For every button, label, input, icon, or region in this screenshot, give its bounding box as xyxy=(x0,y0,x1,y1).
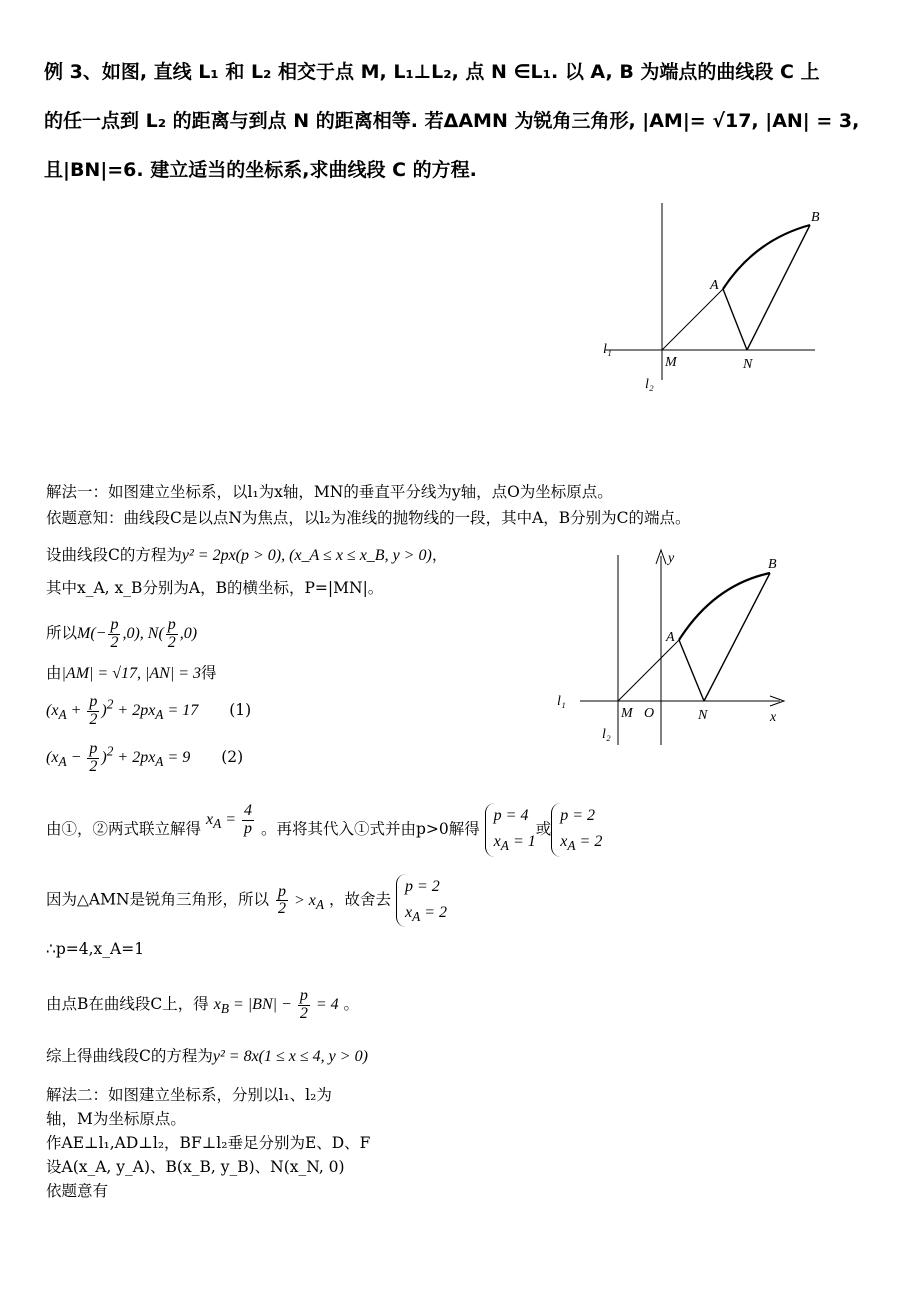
label-l2: l₂ xyxy=(602,727,611,742)
solution1-line-10: 因为△AMN是锐角三角形，所以 $\frac{p}{2}$ > $x_A$ ，故舍去 p = 2 $x_A = 2$ xyxy=(46,874,447,927)
problem-line-2: 的任一点到 L₂ 的距离与到点 N 的距离相等. 若ΔAMN 为锐角三角形, |AM|= √17, |AN| = 3, xyxy=(44,110,860,132)
solution1-line-4: 其中x_A, x_B分别为A，B的横坐标，P=|MN|。 xyxy=(46,579,384,597)
solution1-line-6: 由|AM| = √17, |AN| = 3得 xyxy=(46,664,217,682)
label-A: A xyxy=(666,630,675,645)
equation-parabola-general: y² = 2px(p > 0), (x_A ≤ x ≤ x_B, y > 0) xyxy=(181,547,432,564)
segment-MA xyxy=(618,640,679,701)
figure-1 xyxy=(595,195,825,395)
final-equation: y² = 8x(1 ≤ x ≤ 4, y > 0) xyxy=(212,1048,368,1065)
label-N: N xyxy=(743,357,753,372)
solution1-line-12: 由点B在曲线段C上，得 $x_B = |BN|$ − $\frac{p}{2}$ = 4 。 xyxy=(46,987,360,1022)
label-B: B xyxy=(811,210,820,225)
solution2-line-2: 轴，M为坐标原点。 xyxy=(46,1110,186,1128)
rejected-solution: p = 2 $x_A = 2$ xyxy=(396,874,447,927)
equation-2: ($x_A$ − $\frac{p}{2}$ )$^2 + 2px_A = 9$ (2) xyxy=(46,740,244,775)
solution-set-1: p = 4 $x_A = 1$ xyxy=(485,803,536,856)
label-O: O xyxy=(644,706,655,721)
solution1-line-5: 所以M(− $\frac{p}{2}$ ,0), N( $\frac{p}{2}$ ,0) xyxy=(46,616,198,651)
label-l2: l₂ xyxy=(645,377,654,392)
label-A: A xyxy=(710,278,719,293)
solution2-line-1: 解法二：如图建立坐标系，分别以l₁、l₂为 xyxy=(46,1086,332,1104)
label-l1: l₁ xyxy=(603,342,612,357)
solution2-line-3: 作AE⊥l₁,AD⊥l₂，BF⊥l₂垂足分别为E、D、F xyxy=(46,1134,371,1152)
curve-C xyxy=(723,225,810,289)
equation-M-N-coords: M(− $\frac{p}{2}$ ,0), N( $\frac{p}{2}$ ,0) xyxy=(77,616,198,651)
label-l1: l₁ xyxy=(557,694,566,709)
solution1-line-1: 解法一：如图建立坐标系，以l₁为x轴，MN的垂直平分线为y轴，点O为坐标原点。 xyxy=(46,483,613,501)
segment-NB xyxy=(704,573,770,701)
problem-line-1: 例 3、如图, 直线 L₁ 和 L₂ 相交于点 M, L₁⊥L₂, 点 N ∈L₁. 以 A, B 为端点的曲线段 C 上 xyxy=(44,61,820,83)
solution1-line-13: 综上得曲线段C的方程为y² = 8x(1 ≤ x ≤ 4, y > 0) xyxy=(46,1047,368,1065)
segment-MA xyxy=(662,289,723,350)
solution1-line-9: 由①，②两式联立解得 $x_A$ = $\frac{4}{p}$ 。再将其代入①式并由p>0解得 p = 4 $x_A = 1$或p = 2 $x_A = 2$ xyxy=(46,803,602,857)
solution2-line-4: 设A(x_A, y_A)、B(x_B, y_B)、N(x_N, 0) xyxy=(46,1158,345,1176)
problem-line-3: 且|BN|=6. 建立适当的坐标系,求曲线段 C 的方程. xyxy=(44,159,477,181)
label-N: N xyxy=(698,708,708,723)
label-B: B xyxy=(768,557,777,572)
label-x: x xyxy=(770,710,777,725)
equation-1: ($x_A$ + $\frac{p}{2}$ )$^2 + 2px_A = 17$ (1) xyxy=(46,693,252,728)
solution-set-2: p = 2 $x_A = 2$ xyxy=(551,803,602,856)
label-M: M xyxy=(621,706,633,721)
segment-AN xyxy=(723,289,747,350)
solution2-line-5: 依题意有 xyxy=(46,1182,109,1200)
solution1-line-2: 依题意知：曲线段C是以点N为焦点，以l₂为准线的抛物线的一段，其中A，B分别为C的端点。 xyxy=(46,509,691,527)
solution1-line-11: ∴p=4,x_A=1 xyxy=(46,940,145,958)
figure-2 xyxy=(552,540,797,750)
solution1-line-3: 设曲线段C的方程为y² = 2px(p > 0), (x_A ≤ x ≤ x_B, y > 0)， xyxy=(46,546,448,564)
curve-C xyxy=(679,573,770,640)
segment-AN xyxy=(679,640,704,701)
label-M: M xyxy=(665,355,677,370)
segment-NB xyxy=(747,225,810,350)
label-y: y xyxy=(668,551,675,566)
